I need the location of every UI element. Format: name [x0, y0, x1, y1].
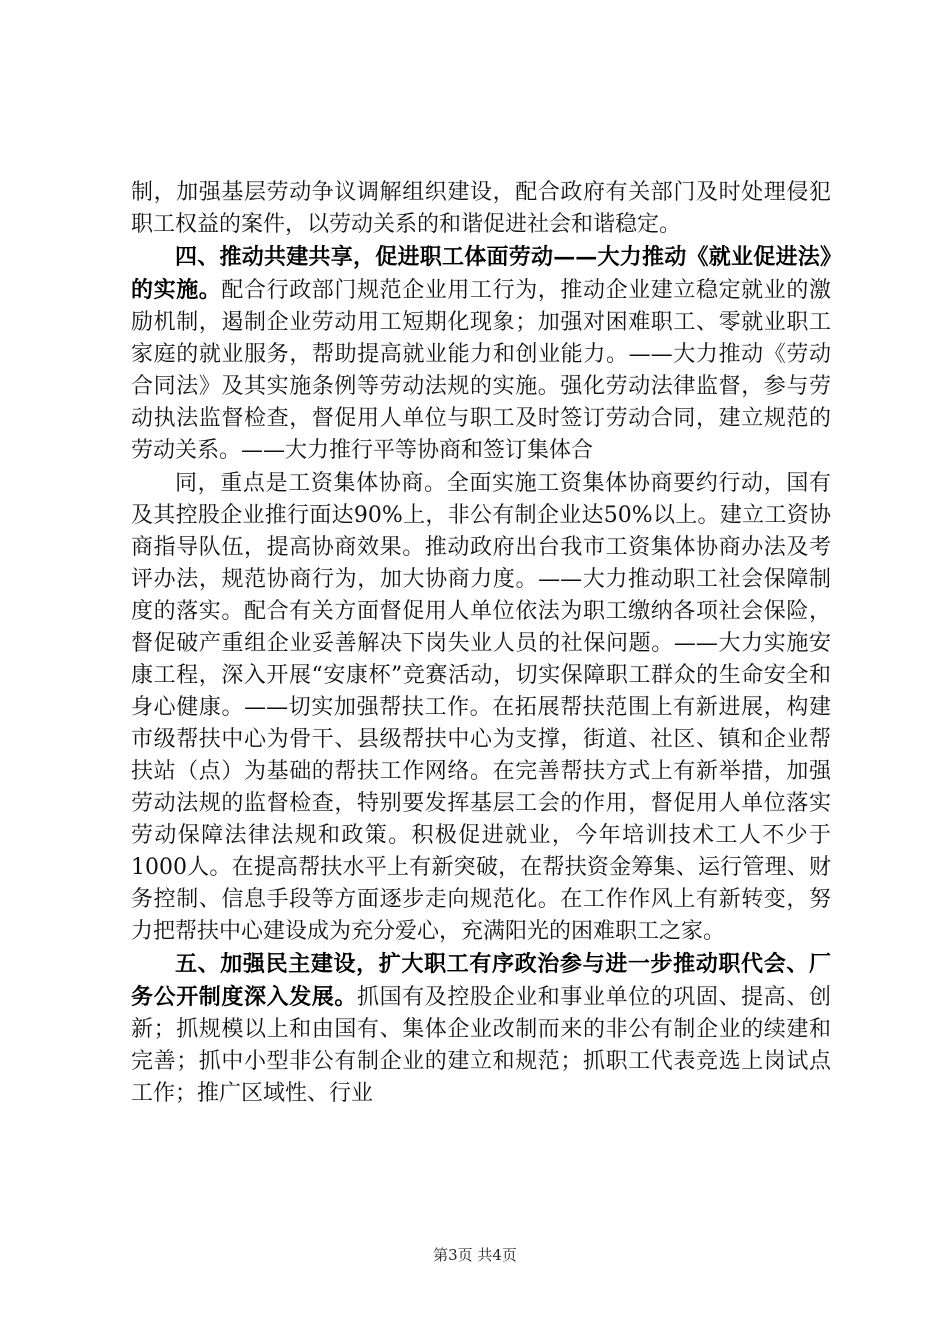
- paragraph-3-text: 同，重点是工资集体协商。全面实施工资集体协商要约行动，国有及其控股企业推行面达90%上，非公有制企业达50%以上。建立工资协商指导队伍，提高协商效果。推动政府出台我市工资集体协商办法及考评办法，规范协商行为，加大协商力度。——大力推动职工社会保障制度的落实。配合有关方面督促用人单位依法为职工缴纳各项社会保险，督促破产重组企业妥善解决下岗失业人员的社保问题。——大力实施安康工程，深入开展“安康杯”竞赛活动，切实保障职工群众的生命安全和身心健康。——切实加强帮扶工作。在拓展帮扶范围上有新进展，构建市级帮扶中心为骨干、县级帮扶中心为支撑，街道、社区、镇和企业帮扶站（点）为基础的帮扶工作网络。在完善帮扶方式上有新举措，加强劳动法规的监督检查，特别要发挥基层工会的作用，督促用人单位落实劳动保障法律法规和政策。积极促进就业，今年培训技术工人不少于1000人。在提高帮扶水平上有新突破，在帮扶资金筹集、运行管理、财务控制、信息手段等方面逐步走向规范化。在工作作风上有新转变，努力把帮扶中心建设成为充分爱心，充满阳光的困难职工之家。: [131, 471, 831, 944]
- section-five-heading: 五、加强民主建设，扩大职工有序政治参与进一步推动职代会、厂务公开制度深入发展。: [131, 951, 831, 1010]
- page-footer: [0, 1245, 950, 1265]
- paragraph-4: [131, 948, 831, 1110]
- document-body: [131, 176, 831, 1110]
- paragraph-1-text: 制，加强基层劳动争议调解组织建设，配合政府有关部门及时处理侵犯职工权益的案件，以劳动关系的和谐促进社会和谐稳定。: [131, 180, 831, 237]
- paragraph-2: [131, 241, 831, 467]
- page-number: 第3页 共4页: [433, 1246, 517, 1264]
- paragraph-3: [131, 467, 831, 948]
- section-four-heading: 四、推动共建共享，促进职工体面劳动——大力推动《就业促进法》的实施。: [131, 244, 831, 303]
- paragraph-4-text: 抓国有及控股企业和事业单位的巩固、提高、创新；抓规模以上和由国有、集体企业改制而来的非公有制企业的续建和完善；抓中小型非公有制企业的建立和规范；抓职工代表竞选上岗试点工作；推广区域性、行业: [131, 985, 831, 1106]
- paragraph-2-text: 配合行政部门规范企业用工行为，推动企业建立稳定就业的激励机制，遏制企业劳动用工短期化现象；加强对困难职工、零就业职工家庭的就业服务，帮助提高就业能力和创业能力。——大力推动《劳动合同法》及其实施条例等劳动法规的实施。强化劳动法律监督，参与劳动执法监督检查，督促用人单位与职工及时签订劳动合同，建立规范的劳动关系。——大力推行平等协商和签订集体合: [131, 278, 831, 463]
- paragraph-1: [131, 176, 831, 241]
